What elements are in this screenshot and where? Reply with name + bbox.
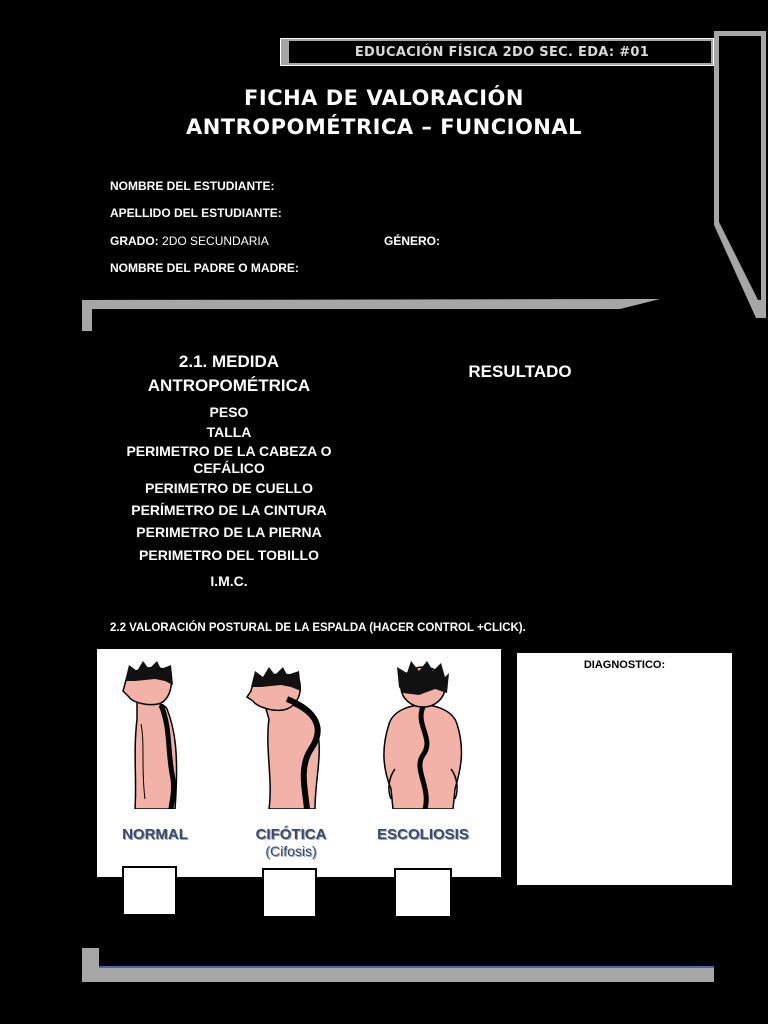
measure-bmi: I.M.C.: [210, 573, 248, 589]
label-escoliosis: ESCOLIOSIS: [377, 826, 469, 843]
course-header-text: EDUCACIÓN FÍSICA 2DO SEC. EDA: #01: [354, 44, 650, 60]
title-line-1: FICHA DE VALORACIÓN: [244, 86, 524, 110]
result-column-title: RESULTADO: [468, 362, 572, 381]
measure-ankle: PERIMETRO DEL TOBILLO: [139, 547, 319, 563]
posture-normal-figure-icon: [115, 659, 195, 809]
checkbox-escoliosis[interactable]: [394, 868, 452, 918]
measures-section-title: 2.1. MEDIDA ANTROPOMÉTRICA: [147, 352, 311, 395]
grade-row: [110, 234, 269, 248]
parent-name-label: NOMBRE DEL PADRE O MADRE:: [110, 261, 299, 275]
label-cifosis: (Cifosis): [265, 843, 317, 859]
diagnostic-box[interactable]: [517, 653, 732, 885]
measure-weight: PESO: [209, 404, 249, 420]
student-name-label: NOMBRE DEL ESTUDIANTE:: [110, 179, 275, 193]
measure-height: TALLA: [206, 424, 252, 440]
measure-head-line1: PERIMETRO DE LA CABEZA O: [126, 443, 332, 459]
checkbox-cifotica[interactable]: [262, 868, 317, 918]
measure-leg: PERIMETRO DE LA PIERNA: [136, 524, 322, 540]
posture-kyphosis-figure-icon: [245, 659, 335, 809]
title-line-2: ANTROPOMÉTRICA – FUNCIONAL: [185, 115, 582, 139]
measure-head-line2: CEFÁLICO: [193, 460, 265, 476]
label-normal: NORMAL: [122, 826, 188, 843]
measure-neck: PERIMETRO DE CUELLO: [144, 480, 313, 496]
posture-scoliosis-figure-icon: [375, 659, 470, 809]
checkbox-normal[interactable]: [122, 866, 177, 916]
student-surname-label: APELLIDO DEL ESTUDIANTE:: [110, 206, 282, 220]
page-title: [0, 84, 768, 142]
course-header-bar: [280, 38, 714, 66]
grade-label: GRADO:: [110, 234, 159, 248]
gender-label: GÉNERO:: [384, 234, 441, 248]
label-cifotica: CIFÓTICA (Cifosis): [237, 827, 345, 859]
grade-value: 2DO SECUNDARIA: [162, 234, 269, 248]
posture-figures-panel: [97, 649, 501, 877]
postural-section-title: 2.2 VALORACIÓN POSTURAL DE LA ESPALDA (HACER CONTROL +CLICK).: [110, 622, 526, 634]
diagnostic-label: DIAGNOSTICO:: [583, 659, 666, 671]
measure-waist: PERÍMETRO DE LA CINTURA: [131, 502, 327, 518]
